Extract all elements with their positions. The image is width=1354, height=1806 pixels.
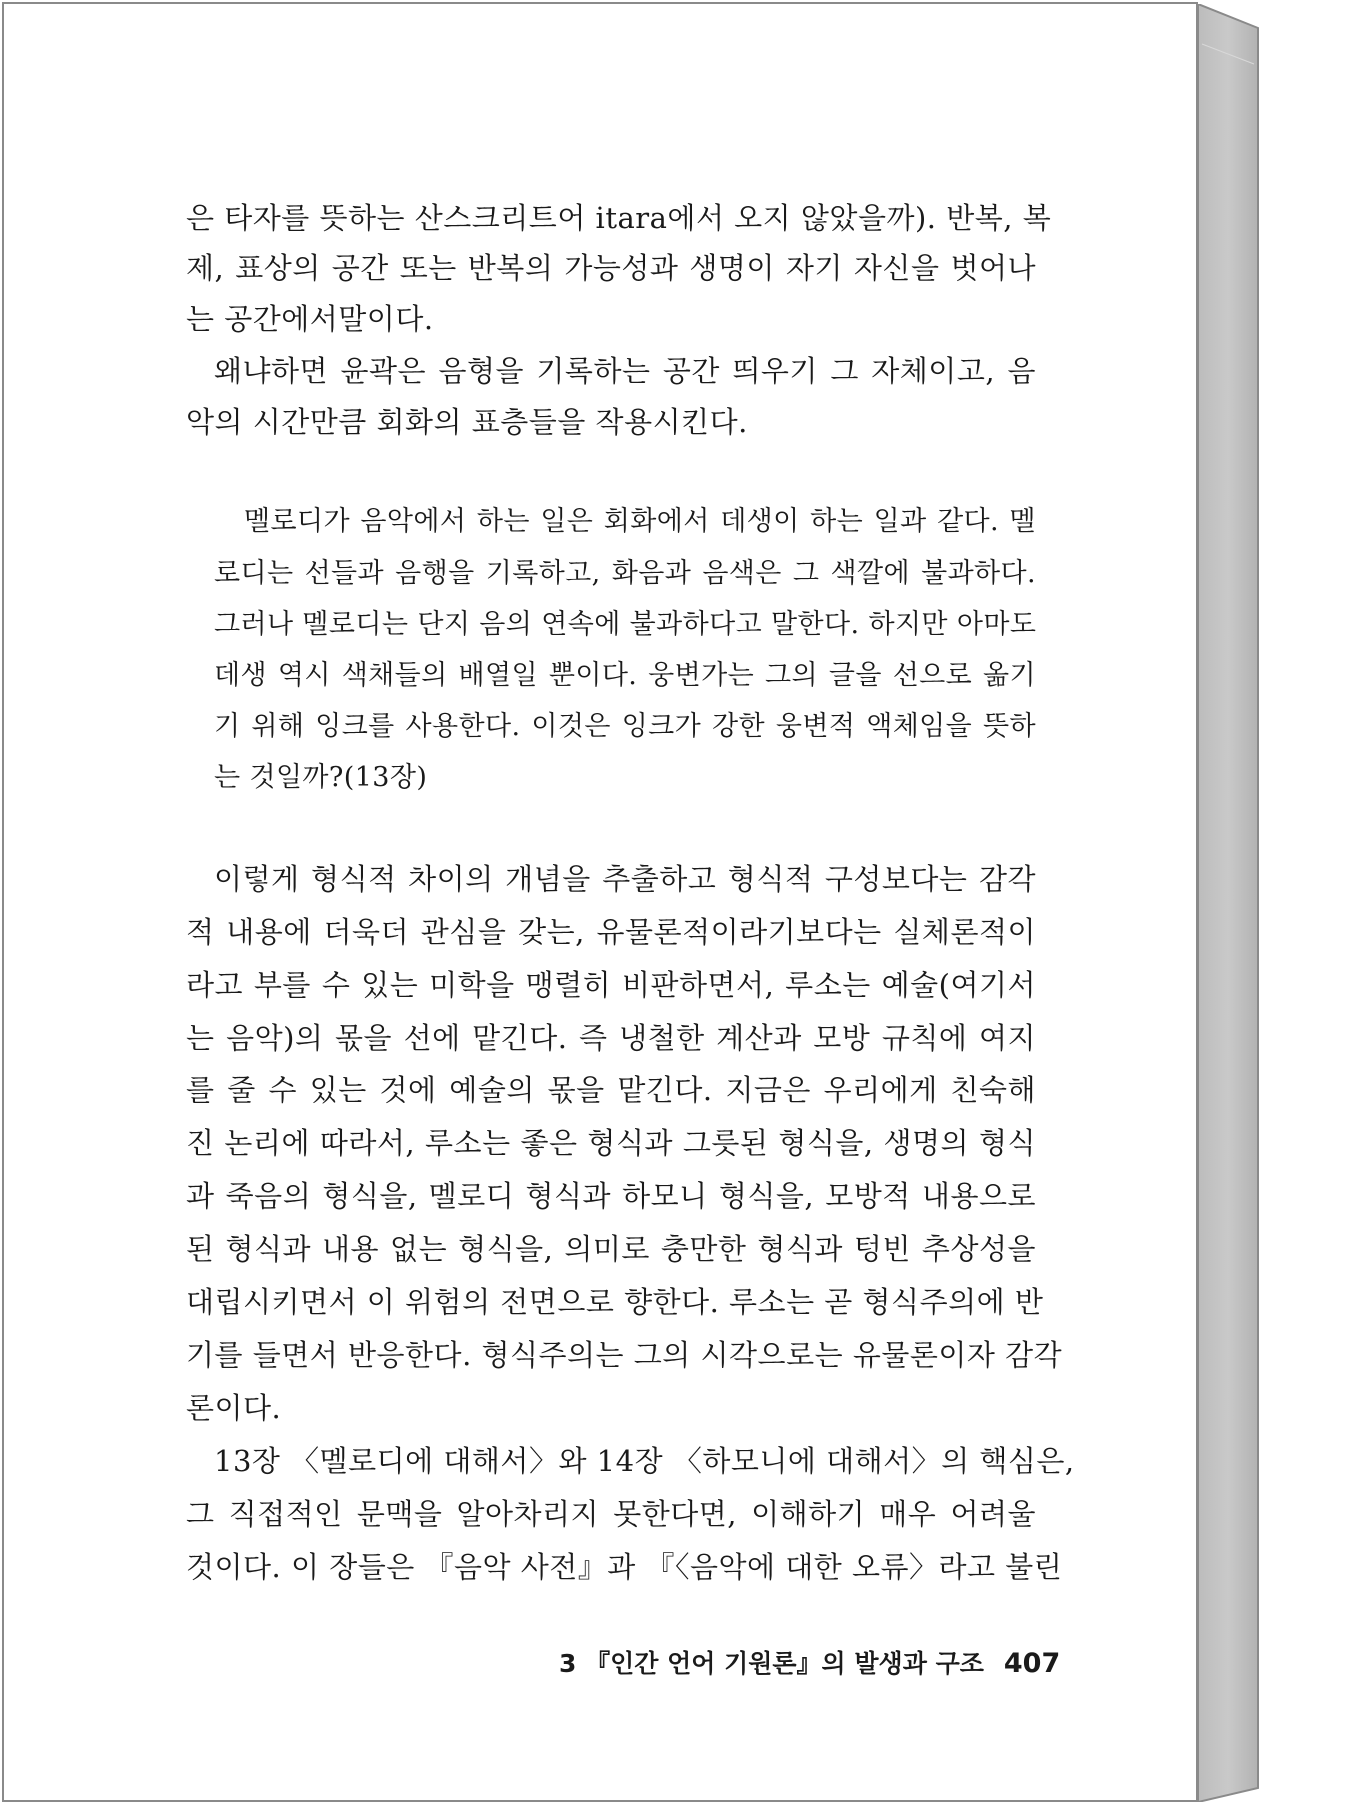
quote-line: 는 것일까?(13장): [214, 762, 428, 793]
text-line: 기를 들면서 반응한다. 형식주의는 그의 시각으로는 유물론이자 감각: [186, 1338, 1063, 1372]
book-page: [2, 2, 1198, 1802]
text-line: 13장 〈멜로디에 대해서〉와 14장 〈하모니에 대해서〉의 핵심은,: [214, 1444, 1075, 1478]
text-line: 그 직접적인 문맥을 알아차리지 못한다면, 이해하기 매우 어려울: [186, 1497, 1036, 1531]
text-line: 제, 표상의 공간 또는 반복의 가능성과 생명이 자기 자신을 벗어나: [186, 251, 1036, 285]
text-line: 는 공간에서말이다.: [186, 302, 434, 336]
book-edge: [1198, 4, 1350, 1802]
quote-line: 데생 역시 색채들의 배열일 뿐이다. 웅변가는 그의 글을 선으로 옮기: [214, 660, 1036, 691]
page-footer: [559, 1644, 1061, 1684]
text-line: 은 타자를 뜻하는 산스크리트어 itara에서 오지 않았을까). 반복, 복: [186, 201, 1052, 235]
text-line: 악의 시간만큼 회화의 표층들을 작용시킨다.: [186, 405, 748, 439]
text-line: 론이다.: [186, 1391, 282, 1425]
text-line: 를 줄 수 있는 것에 예술의 몫을 맡긴다. 지금은 우리에게 친숙해: [186, 1073, 1036, 1107]
text-line: 이렇게 형식적 차이의 개념을 추출하고 형식적 구성보다는 감각: [214, 862, 1036, 896]
text-line: 진 논리에 따라서, 루소는 좋은 형식과 그릇된 형식을, 생명의 형식: [186, 1126, 1036, 1160]
text-line: 는 음악)의 몫을 선에 맡긴다. 즉 냉철한 계산과 모방 규칙에 여지: [186, 1021, 1036, 1055]
quote-line: 기 위해 잉크를 사용한다. 이것은 잉크가 강한 웅변적 액체임을 뜻하: [214, 711, 1036, 742]
text-line: 과 죽음의 형식을, 멜로디 형식과 하모니 형식을, 모방적 내용으로: [186, 1179, 1036, 1213]
text-line: 라고 부를 수 있는 미학을 맹렬히 비판하면서, 루소는 예술(여기서: [186, 968, 1036, 1002]
running-title: 3 『인간 언어 기원론』의 발생과 구조: [559, 1649, 984, 1678]
text-line: 왜냐하면 윤곽은 음형을 기록하는 공간 띄우기 그 자체이고, 음: [214, 354, 1036, 388]
quote-line: 그러나 멜로디는 단지 음의 연속에 불과하다고 말한다. 하지만 아마도: [214, 609, 1037, 640]
text-line: 것이다. 이 장들은 『음악 사전』과 『〈음악에 대한 오류〉라고 불린: [186, 1550, 1063, 1584]
text-line: 대립시키면서 이 위험의 전면으로 향한다. 루소는 곧 형식주의에 반: [186, 1285, 1044, 1319]
text-line: 적 내용에 더욱더 관심을 갖는, 유물론적이라기보다는 실체론적이: [186, 915, 1036, 949]
page-number: 407: [1003, 1648, 1061, 1679]
text-line: 된 형식과 내용 없는 형식을, 의미로 충만한 형식과 텅빈 추상성을: [186, 1232, 1036, 1266]
quote-line: 멜로디가 음악에서 하는 일은 회화에서 데생이 하는 일과 같다. 멜: [244, 506, 1036, 537]
quote-line: 로디는 선들과 음행을 기록하고, 화음과 음색은 그 색깔에 불과하다.: [214, 558, 1036, 589]
